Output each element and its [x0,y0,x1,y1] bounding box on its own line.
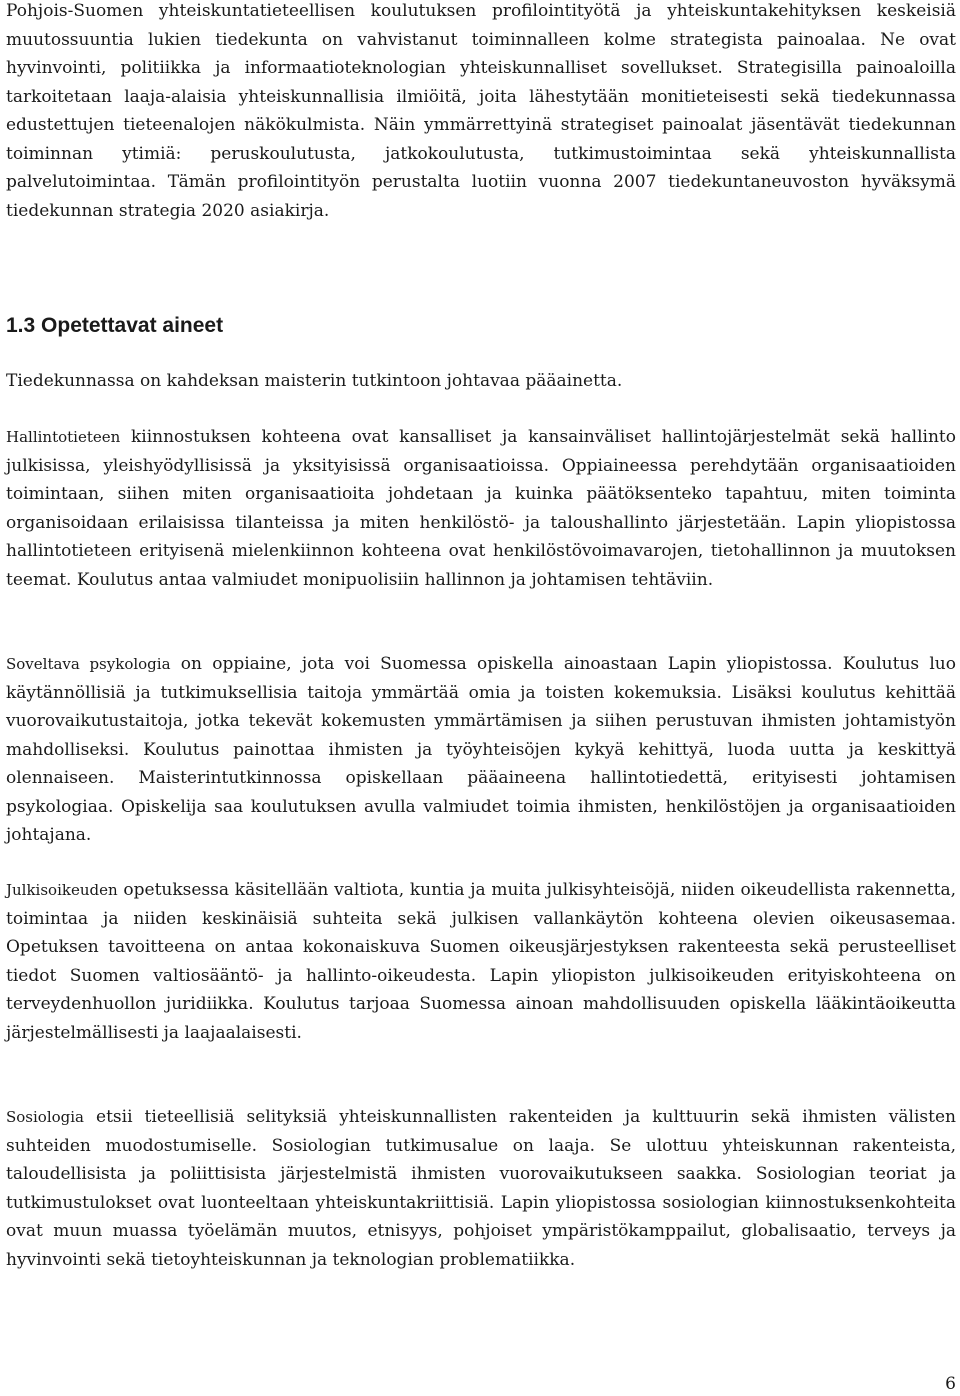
subject-text: kiinnostuksen kohteena ovat kansalliset ja kansainväliset hallintojärjestelmät sekä hallinto julkisissa, yleishyödyllisissä ja yksityisissä organisaatioissa. Oppiaineessa perehdytään organisaatioiden toimintaan, siihen miten organisaatioita johdetaan ja kuinka päätöksenteko tapahtuu, miten toiminta organisoidaan erilaisissa tilanteissa ja miten henkilöstö- ja taloushallinto järjestetään. Lapin yliopistossa hallintotieteen erityisenä mielenkiinnon kohteena ovat henkilöstövoimavarojen, tietohallinnon ja muutoksen teemat. Koulutus antaa valmiudet monipuolisiin hallinnon ja johtamisen tehtäviin. [6,427,956,590]
subject-hallintotiede [6,423,956,594]
page-number: 6 [945,1374,956,1394]
section-intro: Tiedekunnassa on kahdeksan maisterin tutkintoon johtavaa pääainetta. [6,371,623,391]
subject-paragraph [6,650,956,850]
subject-paragraph [6,423,956,594]
intro-paragraph: Pohjois-Suomen yhteiskuntatieteellisen koulutuksen profilointityötä ja yhteiskuntakehityksen keskeisiä muutossuuntia lukien tiedekunta on vahvistanut toiminnalleen kolme strategista painoalaa. Ne ovat hyvinvointi, politiikka ja informaatioteknologian yhteiskunnalliset sovellukset. Strategisilla painoaloilla tarkoitetaan laaja-alaisia yhteiskunnallisia ilmiöitä, joita lähestytään monitieteisesti sekä tiedekunnassa edustettujen tieteenalojen näkökulmista. Näin ymmärrettyinä strategiset painoalat jäsentävät tiedekunnan toiminnan ytimiä: peruskoulutusta, jatkokoulutusta, tutkimustoimintaa sekä yhteiskunnallista palvelutoimintaa. Tämän profilointityön perustalta luotiin vuonna 2007 tiedekuntaneuvoston hyväksymä tiedekunnan strategia 2020 asiakirja. [6,1,956,221]
subject-paragraph [6,876,956,1047]
intro-paragraph-block [6,0,956,225]
subject-soveltava-psykologia [6,650,956,850]
subject-paragraph [6,1103,956,1274]
subject-text: opetuksessa käsitellään valtiota, kuntia ja muita julkisyhteisöjä, niiden oikeudellista rakennetta, toimintaa ja niiden keskinäisiä suhteita sekä julkisen vallankäytön kohteena olevien oikeusasemaa. Opetuksen tavoitteena on antaa kokonaiskuva Suomen oikeusjärjestyksen rakenteesta sekä perusteelliset tiedot Suomen valtiosääntö- ja hallinto-oikeudesta. Lapin yliopiston julkisoikeuden erityiskohteena on terveydenhuollon juridiikka. Koulutus tarjoaa Suomessa ainoan mahdollisuuden opiskella lääkintäoikeutta järjestelmällisesti ja laajaalaisesti. [6,880,956,1043]
subject-lead: Soveltava psykologia [6,655,171,673]
subject-julkisoikeus [6,876,956,1047]
section-heading: 1.3 Opetettavat aineet [6,314,224,337]
subject-lead: Hallintotieteen [6,428,121,446]
subject-text: etsii tieteellisiä selityksiä yhteiskunnallisten rakenteiden ja kulttuurin sekä ihmisten välisten suhteiden muodostumiselle. Sosiologian tutkimusalue on laaja. Se ulottuu yhteiskunnan rakenteista, taloudellisista ja poliittisista järjestelmistä ihmisten vuorovaikutukseen saakka. Sosiologian teoriat ja tutkimustulokset ovat luonteeltaan yhteiskuntakriittisiä. Lapin yliopistossa sosiologian kiinnostuksenkohteita ovat muun muassa työelämän muutos, etnisyys, pohjoiset ympäristökamppailut, globalisaatio, terveys ja hyvinvointi sekä tietoyhteiskunnan ja teknologian problematiikka. [6,1107,956,1270]
section-intro-block [6,367,956,396]
subject-lead: Julkisoikeuden [6,881,118,899]
subject-text: on oppiaine, jota voi Suomessa opiskella ainoastaan Lapin yliopistossa. Koulutus luo käytännöllisiä ja tutkimuksellisia taitoja ymmärtää omia ja toisten kokemuksia. Lisäksi koulutus kehittää vuorovaikutustaitoja, jotka tekevät kokemusten ymmärtämisen ja siihen perustuvan ihmisten johtamistyön mahdolliseksi. Koulutus painottaa ihmisten ja työyhteisöjen kykyä kehittyä, luoda uutta ja keskittyä olennaiseen. Maisterintutkinnossa opiskellaan pääaineena hallintotiedettä, erityisesti johtamisen psykologiaa. Opiskelija saa koulutuksen avulla valmiudet toimia ihmisten, henkilöstöjen ja organisaatioiden johtajana. [6,654,956,845]
subject-sosiologia [6,1103,956,1274]
subject-lead: Sosiologia [6,1108,85,1126]
